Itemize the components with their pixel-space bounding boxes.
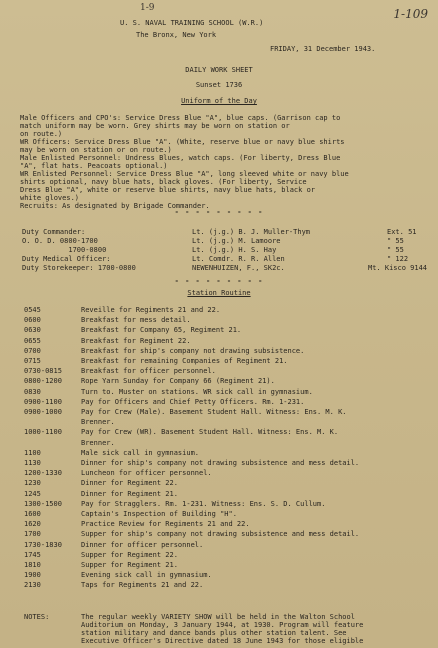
- duty-role: 1700-0800: [22, 246, 107, 254]
- sunset-time: Sunset 1736: [195, 81, 243, 89]
- routine-time: 0900-1000: [24, 408, 62, 416]
- routine-time: 1810: [24, 561, 41, 569]
- duty-ext: Mt. Kisco 9144: [368, 264, 428, 272]
- duty-name: NEWENHUIZEN, F., SK2c.: [192, 264, 285, 272]
- routine-time: 1245: [24, 489, 41, 498]
- notes-line: Executive Officer's Directive dated 18 June 1943 for those eligible: [81, 637, 364, 645]
- routine-row: [24, 571, 212, 579]
- routine-description: Male sick call in gymnasium.: [81, 448, 200, 457]
- routine-description: Supper for ship's company not drawing subsistence and mess detail.: [81, 530, 360, 539]
- routine-description: Turn to. Muster on stations. WR sick call in gymnasium.: [81, 387, 313, 396]
- routine-description: Brenner.: [81, 438, 115, 447]
- routine-row: [24, 418, 115, 426]
- routine-description: Dinner for officer personnel.: [81, 540, 204, 549]
- routine-row: [24, 428, 338, 436]
- routine-row: [24, 306, 220, 314]
- routine-time: 0630: [24, 326, 41, 335]
- notes-line: The regular weekly VARIETY SHOW will be held in the Walton School: [81, 613, 355, 621]
- document-date: FRIDAY, 31 December 1943.: [270, 45, 376, 53]
- handwritten-mark: 1-9: [140, 3, 155, 13]
- section-divider: - - - - - - - - -: [174, 277, 264, 285]
- routine-description: Breakfast for ship's company not drawing subsistence.: [81, 346, 305, 355]
- routine-row: [24, 408, 347, 416]
- routine-description: Pay for Crew (Male). Basement Student Hall. Witness: Ens. M. K.: [81, 408, 347, 416]
- routine-row: [24, 561, 178, 569]
- duty-role: Duty Medical Officer:: [22, 255, 111, 263]
- routine-time: 0800-1200: [24, 377, 62, 386]
- routine-description: Taps for Regiments 21 and 22.: [81, 581, 204, 590]
- station-routine-title: Station Routine: [187, 289, 251, 297]
- duty-role: Duty Commander:: [22, 228, 86, 236]
- uniform-line: Male Enlisted Personnel: Undress Blues, watch caps. (For liberty, Dress Blue: [20, 154, 341, 162]
- routine-time: 1620: [24, 520, 41, 529]
- routine-description: Breakfast for remaining Companies of Regiment 21.: [81, 357, 288, 365]
- routine-description: Breakfast for Regiment 22.: [81, 336, 191, 345]
- routine-time: 1200-1330: [24, 469, 62, 478]
- routine-description: Practice Review for Regiments 21 and 22.: [81, 520, 250, 529]
- routine-row: [24, 449, 199, 457]
- routine-description: Breakfast for Company 65, Regiment 21.: [81, 326, 242, 335]
- uniform-line: match uniform may be worn. Grey shirts may be worn on station or: [20, 122, 290, 130]
- routine-row: [24, 337, 191, 345]
- routine-time: 0830: [24, 387, 41, 396]
- uniform-section: [20, 114, 349, 210]
- routine-description: Pay for Stragglers. Rm. 1-231. Witness: Ens. S. D. Cullum.: [81, 499, 326, 508]
- duty-name: Lt. (j.g.) H. S. Hay: [192, 246, 277, 254]
- routine-description: Supper for Regiment 21.: [81, 561, 178, 569]
- routine-row: [24, 398, 304, 406]
- routine-time: 1730-1830: [24, 540, 62, 549]
- routine-row: [24, 459, 359, 467]
- uniform-line: Male Officers and CPO's: Service Dress Blue "A", blue caps. (Garrison cap to: [20, 114, 341, 122]
- routine-time: 0600: [24, 316, 41, 325]
- routine-time: 1300-1500: [24, 499, 62, 508]
- duty-name: Lt. Comdr. R. R. Allen: [192, 255, 285, 263]
- routine-description: Pay for Crew (WR). Basement Student Hall. Witness: Ens. M. K.: [81, 428, 339, 437]
- notes-body: [81, 613, 363, 645]
- routine-time: 1600: [24, 510, 41, 518]
- duty-name: Lt. (j.g.) B. J. Muller-Thym: [192, 228, 311, 236]
- routine-time: 1230: [24, 479, 41, 488]
- routine-row: [24, 469, 212, 477]
- routine-row: [24, 357, 288, 365]
- routine-time: 0900-1100: [24, 397, 62, 406]
- duty-ext: " 55: [387, 246, 404, 254]
- routine-row: [24, 581, 203, 589]
- routine-row: [24, 439, 115, 447]
- routine-description: Dinner for Regiment 21.: [81, 489, 178, 498]
- school-name: U. S. NAVAL TRAINING SCHOOL (W.R.): [120, 19, 264, 27]
- routine-row: [24, 541, 203, 549]
- routine-row: [24, 490, 178, 498]
- uniform-line: WR Enlisted Personnel: Service Dress Blue "A", long sleeved white or navy blue: [20, 170, 349, 178]
- uniform-line: "A", flat hats. Peacoats optional.): [20, 162, 168, 170]
- routine-row: [24, 530, 359, 538]
- duty-name: Lt. (j.g.) M. Lamoore: [192, 237, 281, 245]
- routine-time: 1900: [24, 571, 41, 580]
- duty-ext: Ext. 51: [387, 228, 417, 236]
- routine-row: [24, 367, 216, 375]
- routine-time: 1100: [24, 448, 41, 457]
- uniform-line: on route.): [20, 130, 63, 138]
- notes-line: station military and dance bands plus other station talent. See: [81, 629, 347, 637]
- routine-description: Supper for Regiment 22.: [81, 550, 178, 559]
- uniform-line: WR Officers: Service Dress Blue "A". (White, reserve blue or navy blue shirts: [20, 138, 345, 146]
- routine-description: Breakfast for mess detail.: [81, 316, 191, 325]
- routine-row: [24, 316, 191, 324]
- routine-row: [24, 500, 325, 508]
- routine-time: 1130: [24, 459, 41, 467]
- routine-description: Pay for Officers and Chief Petty Officers. Rm. 1-231.: [81, 397, 305, 406]
- routine-time: 1000-1100: [24, 428, 62, 437]
- notes-label: NOTES:: [24, 613, 50, 621]
- duty-ext: " 55: [387, 237, 404, 245]
- routine-time: 0545: [24, 306, 41, 314]
- routine-description: Luncheon for officer personnel.: [81, 469, 212, 478]
- uniform-line: may be worn on station or on route.): [20, 146, 172, 154]
- duty-role: O. O. D. 0800-1700: [22, 237, 98, 245]
- routine-time: 0700: [24, 346, 41, 355]
- routine-row: [24, 347, 304, 355]
- routine-description: Brenner.: [81, 418, 115, 427]
- routine-time: 1745: [24, 550, 41, 559]
- routine-row: [24, 510, 237, 518]
- duty-role: Duty Storekeeper: 1700-0800: [22, 264, 136, 272]
- routine-time: 0655: [24, 336, 41, 345]
- school-location: The Bronx, New York: [136, 31, 217, 39]
- uniform-line: Recruits: As designated by Brigade Commander.: [20, 202, 210, 210]
- routine-time: 0715: [24, 357, 41, 365]
- routine-description: Evening sick call in gymnasium.: [81, 571, 212, 580]
- daily-work-sheet-title: DAILY WORK SHEET: [185, 66, 253, 74]
- routine-row: [24, 377, 275, 385]
- uniform-line: Dress Blue "A", white or reserve blue shirts, navy blue hats, black or: [20, 186, 316, 194]
- routine-description: Captain's Inspection of Building "H".: [81, 510, 237, 518]
- uniform-line: white gloves.): [20, 194, 80, 202]
- section-divider: - - - - - - - - -: [174, 208, 264, 216]
- routine-description: Rope Yarn Sunday for Company 66 (Regiment 21).: [81, 377, 275, 386]
- routine-row: [24, 551, 178, 559]
- routine-description: Breakfast for officer personnel.: [81, 367, 216, 376]
- routine-row: [24, 479, 178, 487]
- uniform-title: Uniform of the Day: [181, 97, 257, 105]
- routine-description: Dinner for ship's company not drawing subsistence and mess detail.: [81, 459, 360, 467]
- duty-ext: " 122: [387, 255, 409, 263]
- page-number: 1-109: [393, 7, 428, 21]
- routine-description: Dinner for Regiment 22.: [81, 479, 178, 488]
- routine-description: Reveille for Regiments 21 and 22.: [81, 306, 221, 314]
- routine-row: [24, 326, 241, 334]
- notes-line: Auditorium on Monday, 3 January 1944, at 1930. Program will feature: [81, 621, 364, 629]
- routine-time: 0730-0815: [24, 367, 62, 376]
- routine-time: 2130: [24, 581, 41, 590]
- routine-row: [24, 388, 313, 396]
- routine-row: [24, 520, 250, 528]
- uniform-line: shirts optional, navy blue hats, black gloves. (For liberty, Service: [20, 178, 307, 186]
- routine-time: 1700: [24, 530, 41, 539]
